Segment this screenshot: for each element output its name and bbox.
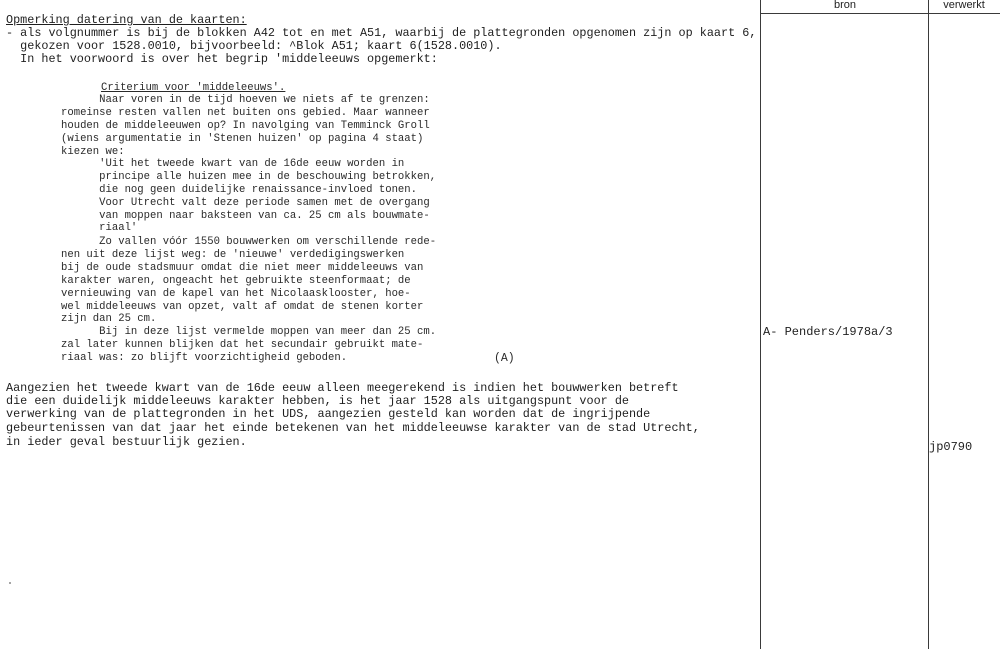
conclusion-line: die een duidelijk middeleeuws karakter hebben, is het jaar 1528 als uitgangspunt voor de [6,394,629,408]
quote-line: principe alle huizen mee in de beschouwing betrokken, [61,171,437,183]
intro-line: gekozen voor 1528.0010, bijvoorbeeld: ^Blok A51; kaart 6(1528.0010). [6,39,502,53]
header-rule [760,13,1000,14]
quote-line: zijn dan 25 cm. [61,313,157,325]
remark-heading: Opmerking datering van de kaarten: [6,13,247,27]
quote-line: 'Uit het tweede kwart van de 16de eeuw worden in [61,158,405,170]
quote-line: (wiens argumentatie in 'Stenen huizen' op pagina 4 staat) [61,133,424,145]
intro-line: In het voorwoord is over het begrip 'middeleeuws opgemerkt: [6,52,438,66]
quote-line: zal later kunnen blijken dat het secundair gebruikt mate- [61,339,424,351]
verwerkt-code: jp0790 [929,440,973,454]
quote-line: riaal was: zo blijft voorzichtigheid geboden. [61,352,348,364]
quote-title: Criterium voor 'middeleeuws'. [101,82,286,94]
quote-line: Zo vallen vóór 1550 bouwwerken om verschillende rede- [61,236,437,248]
quote-line: riaal' [61,222,138,234]
bron-reference: A- Penders/1978a/3 [763,325,893,339]
quote-line: Naar voren in de tijd hoeven we niets af te grenzen: [61,94,430,106]
conclusion-line: gebeurtenissen van dat jaar het einde betekenen van het middeleeuwse karakter van de stad Utrecht, [6,421,700,435]
quote-line: kiezen we: [61,146,125,158]
quote-line: vernieuwing van de kapel van het Nicolaasklooster, hoe- [61,288,411,300]
quote-line: karakter waren, ongeacht het gebruikte steenformaat; de [61,275,411,287]
conclusion-line: Aangezien het tweede kwart van de 16de eeuw alleen meegerekend is indien het bouwwerken betreft [6,381,679,395]
quote-line: nen uit deze lijst weg: de 'nieuwe' verdedigingswerken [61,249,405,261]
quote-line: Bij in deze lijst vermelde moppen van meer dan 25 cm. [61,326,437,338]
quote-line: wel middeleeuws van opzet, valt af omdat de stenen korter [61,301,424,313]
verwerkt-column-divider [928,0,929,649]
quote-line: bij de oude stadsmuur omdat die niet meer middeleeuws van [61,262,424,274]
quote-line: houden de middeleeuwen op? In navolging van Temminck Groll [61,120,430,132]
quote-line: die nog geen duidelijke renaissance-invloed tonen. [61,184,418,196]
quote-line: Voor Utrecht valt deze periode samen met de overgang [61,197,430,209]
bron-column-divider [760,0,761,649]
quote-line: van moppen naar baksteen van ca. 25 cm als bouwmate- [61,210,430,222]
quote-marker: (A) [494,352,515,365]
quote-line: romeinse resten vallen net buiten ons gebied. Maar wanneer [61,107,430,119]
scan-speck [9,582,11,584]
conclusion-line: in ieder geval bestuurlijk gezien. [6,435,247,449]
intro-line: - als volgnummer is bij de blokken A42 tot en met A51, waarbij de plattegronden opgenomen zijn op kaart 6, [6,26,757,40]
column-header-verwerkt: verwerkt [943,0,985,11]
conclusion-line: verwerking van de plattegronden in het UDS, aangezien gesteld kan worden dat de ingrijpende [6,407,651,421]
column-header-bron: bron [833,0,857,11]
